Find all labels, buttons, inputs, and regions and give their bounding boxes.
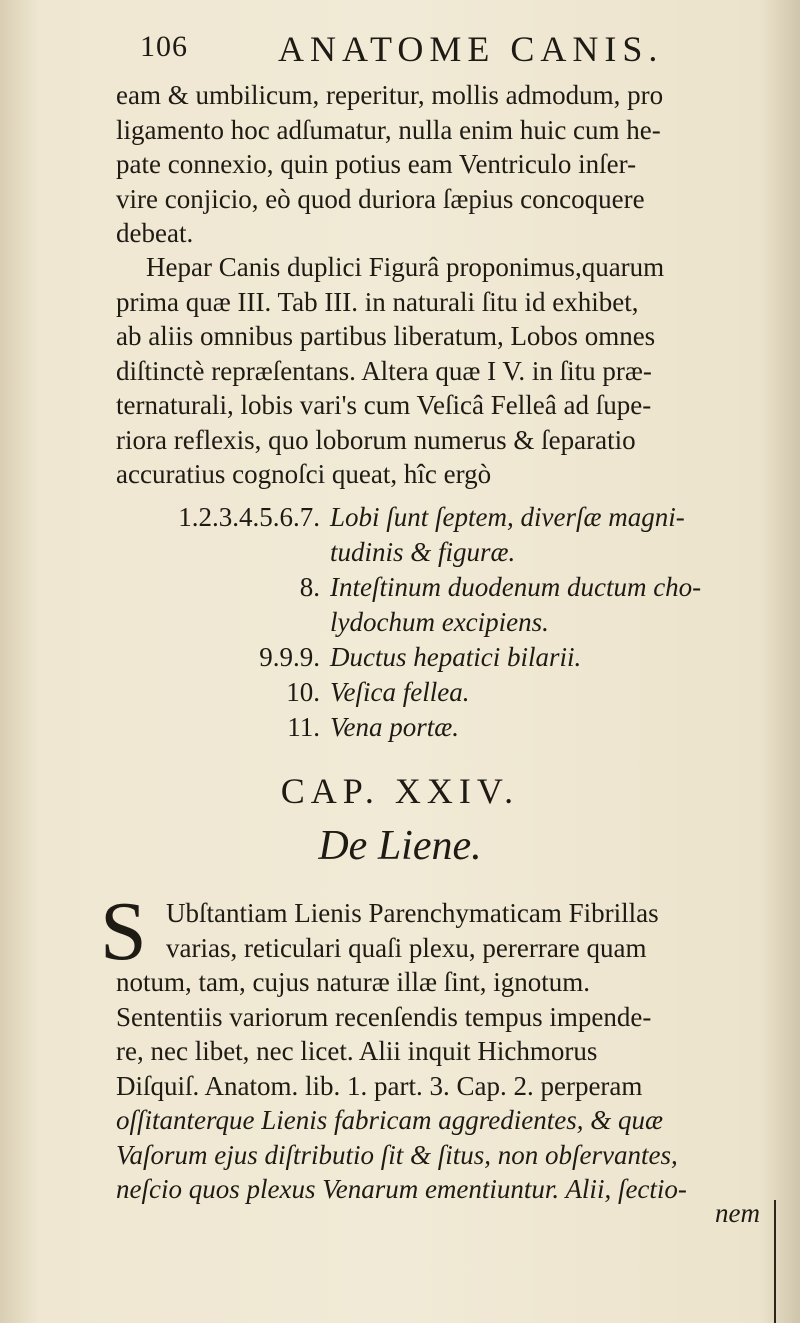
text-line: ligamento hoc adſumatur, nulla enim huic cum he- — [116, 114, 661, 145]
legend-item — [140, 710, 780, 745]
text-line: eam & umbilicum, reperitur, mollis admodum, pro — [116, 80, 664, 110]
drop-cap: S — [100, 885, 147, 978]
legend-text-continued: tudinis & figuræ. — [330, 537, 516, 567]
legend-text: Ductus hepatici bilarii. — [330, 642, 582, 672]
text-line: ab aliis omnibus partibus liberatum, Lobos omnes — [116, 321, 656, 351]
paragraph-1 — [116, 78, 788, 251]
text-line: prima quæ III. Tab III. in naturali ſitu id exhibet, — [116, 286, 639, 317]
legend-text: Vena portæ. — [330, 712, 460, 742]
text-line: vire conjicio, eò quod duriora ſæpius concoquere — [116, 183, 645, 214]
text-line: ternaturali, lobis vari's cum Veſicâ Felleâ ad ſupe- — [116, 390, 652, 420]
legend-item — [140, 570, 780, 605]
legend-item — [140, 675, 780, 710]
text-line: pate connexio, quin potius eam Ventriculo inſer- — [116, 149, 637, 179]
text-line: debeat. — [116, 218, 194, 248]
legend-text: Lobi ſunt ſeptem, diverſæ magni- — [330, 502, 685, 532]
legend-item — [140, 500, 780, 535]
text-line: Ubſtantiam Lienis Parenchymaticam Fibrillas — [166, 898, 659, 928]
catchword: nem — [715, 1198, 760, 1228]
legend-number: 9.9.9. — [259, 642, 320, 672]
text-line: accuratius cognoſci queat, hîc ergò — [116, 459, 492, 489]
text-line: re, nec libet, nec licet. Alii inquit Hichmorus — [116, 1036, 598, 1066]
page-number: 106 — [140, 30, 188, 63]
legend-text: Veſica fellea. — [330, 677, 470, 707]
text-line: Vaſorum ejus diſtributio ſit & ſitus, non obſervantes, — [116, 1139, 678, 1170]
legend-text: Inteſtinum duodenum ductum cho- — [330, 572, 702, 602]
text-line: Sententiis variorum recenſendis tempus impende- — [116, 1001, 652, 1032]
chapter-heading: CAP. XXIV. — [280, 771, 520, 811]
page-fold-line — [774, 1200, 776, 1323]
text-line: Diſquiſ. Anatom. lib. 1. part. 3. Cap. 2. perperam — [116, 1070, 643, 1101]
legend-number: 10. — [286, 677, 320, 707]
figure-legend — [140, 500, 780, 745]
text-line: oſſitanterque Lienis fabricam aggredientes, & quæ — [116, 1105, 663, 1135]
page-header — [118, 28, 778, 72]
legend-text-continued: lydochum excipiens. — [330, 607, 549, 637]
legend-number: 8. — [299, 572, 320, 602]
text-line: riora reflexis, quo loborum numerus & ſeparatio — [116, 424, 636, 455]
paragraph-3 — [116, 896, 788, 1207]
legend-number: 11. — [287, 712, 320, 742]
chapter-title: De Liene. — [318, 823, 482, 869]
text-line: varias, reticulari quaſi plexu, pererrare quam — [166, 932, 647, 963]
legend-item — [140, 640, 780, 675]
text-line: Hepar Canis duplici Figurâ proponimus,quarum — [146, 252, 665, 282]
text-line: diſtinctè repræſentans. Altera quæ I V. in ſitu præ- — [116, 355, 652, 386]
running-head: ANATOME CANIS. — [278, 29, 664, 69]
text-line: neſcio quos plexus Venarum ementiuntur. Alii, ſectio- — [116, 1174, 687, 1204]
text-line: notum, tam, cujus naturæ illæ ſint, ignotum. — [116, 967, 590, 997]
legend-number: 1.2.3.4.5.6.7. — [178, 502, 320, 532]
paragraph-2 — [116, 250, 788, 492]
